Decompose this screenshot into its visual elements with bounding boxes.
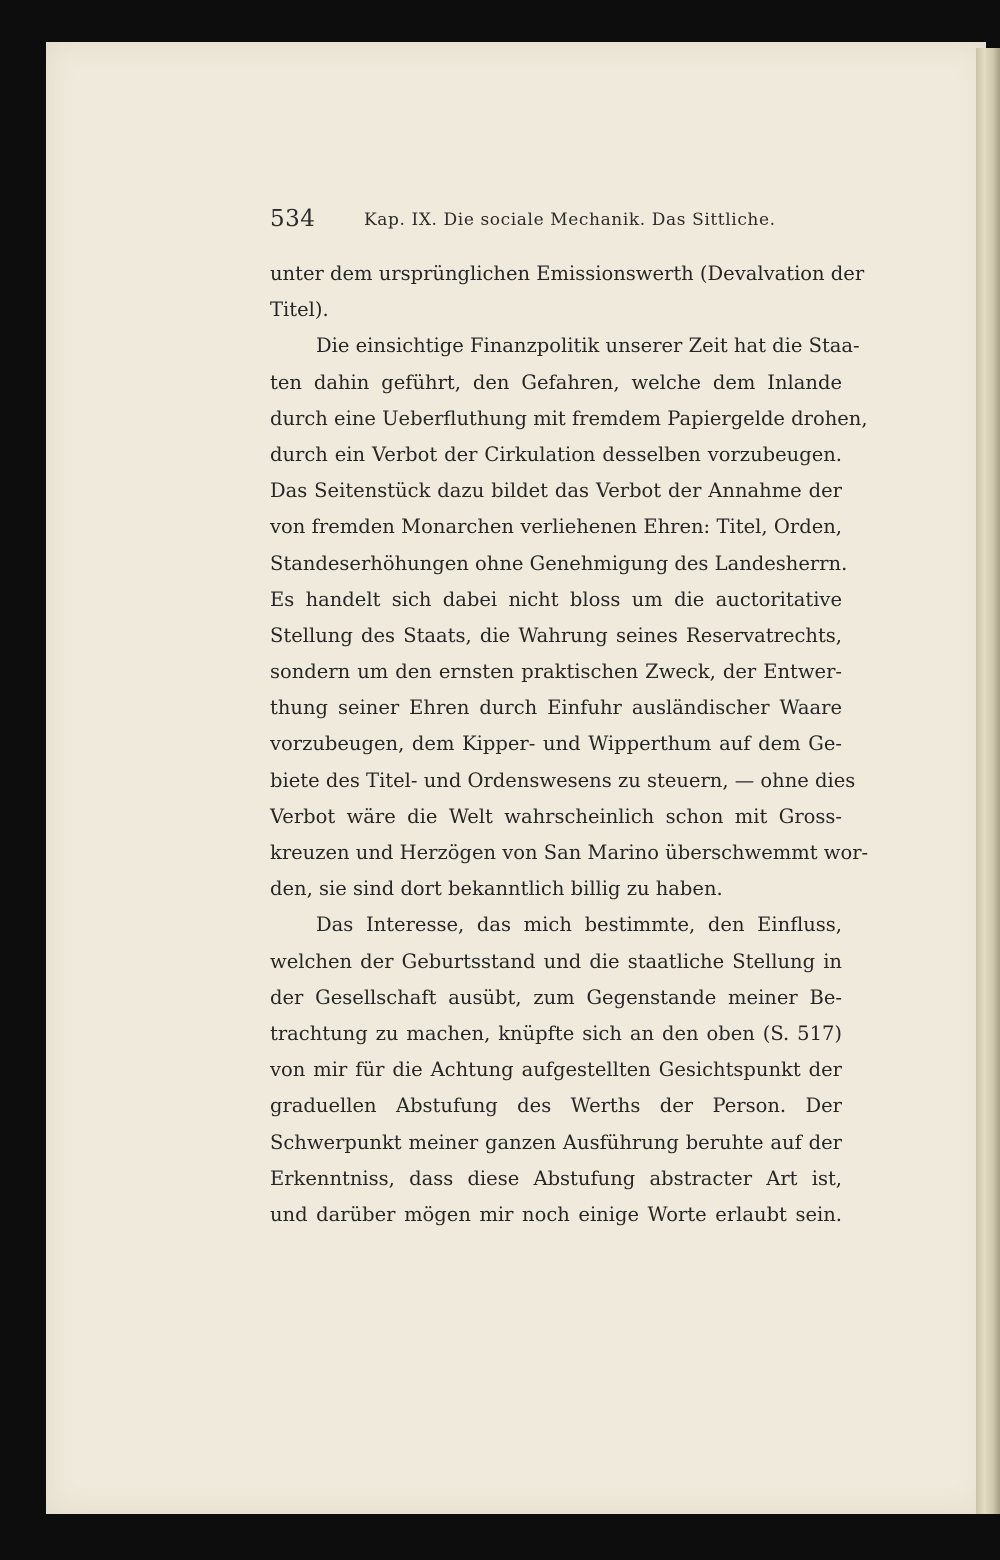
text-line: trachtung zu machen, knüpfte sich an den oben (S. 517) [270,1021,842,1045]
text-line: von fremden Monarchen verliehenen Ehren: Titel, Orden, [270,515,842,539]
text-line: Erkenntniss, dass diese Abstufung abstracter Art ist, [270,1166,842,1190]
text-line: durch ein Verbot der Cirkulation desselben vorzubeugen. [270,442,842,466]
text-line: Es handelt sich dabei nicht bloss um die auctoritative [270,587,842,611]
text-line: durch eine Ueberfluthung mit fremdem Papiergelde drohen, [270,406,868,430]
text-line: Verbot wäre die Welt wahrscheinlich schon mit Gross- [270,804,842,828]
text-line: biete des Titel- und Ordenswesens zu steuern, — ohne dies [270,768,856,792]
page-number: 534 [270,206,316,232]
page-header [270,204,840,240]
text-line: Das Interesse, das mich bestimmte, den Einfluss, [316,913,842,937]
text-line: der Gesellschaft ausübt, zum Gegenstande meiner Be- [270,985,842,1009]
text-line: Das Seitenstück dazu bildet das Verbot der Annahme der [270,479,842,503]
text-line: unter dem ursprünglichen Emissionswerth (Devalvation der [270,262,865,285]
body-text [270,256,869,1233]
text-line: und darüber mögen mir noch einige Worte erlaubt sein. [270,1202,842,1226]
running-title: Kap. IX. Die sociale Mechanik. Das Sittliche. [364,210,776,230]
text-line: Die einsichtige Finanzpolitik unserer Zeit hat die Staa- [316,334,860,358]
text-line: kreuzen und Herzögen von San Marino überschwemmt wor- [270,841,869,864]
text-line: vorzubeugen, dem Kipper- und Wipperthum auf dem Ge- [270,732,842,756]
text-line: graduellen Abstufung des Werths der Person. Der [270,1094,842,1118]
text-line: Standeserhöhungen ohne Genehmigung des Landesherrn. [270,551,848,575]
paragraph [270,907,842,1233]
text-line: Schwerpunkt meiner ganzen Ausführung beruhte auf der [270,1130,842,1154]
text-line: den, sie sind dort bekanntlich billig zu haben. [270,877,723,901]
text-line: Titel). [270,298,329,322]
paragraph [270,256,865,328]
text-line: thung seiner Ehren durch Einfuhr ausländischer Waare [270,696,842,720]
text-line: Stellung des Staats, die Wahrung seines Reservatrechts, [270,623,842,647]
paragraph [270,328,869,907]
book-spine-edge [976,48,1000,1514]
text-line: ten dahin geführt, den Gefahren, welche dem Inlande [270,370,842,394]
text-line: sondern um den ernsten praktischen Zweck, der Entwer- [270,660,842,684]
text-line: welchen der Geburtsstand und die staatliche Stellung in [270,949,842,973]
text-line: von mir für die Achtung aufgestellten Gesichtspunkt der [270,1058,842,1082]
